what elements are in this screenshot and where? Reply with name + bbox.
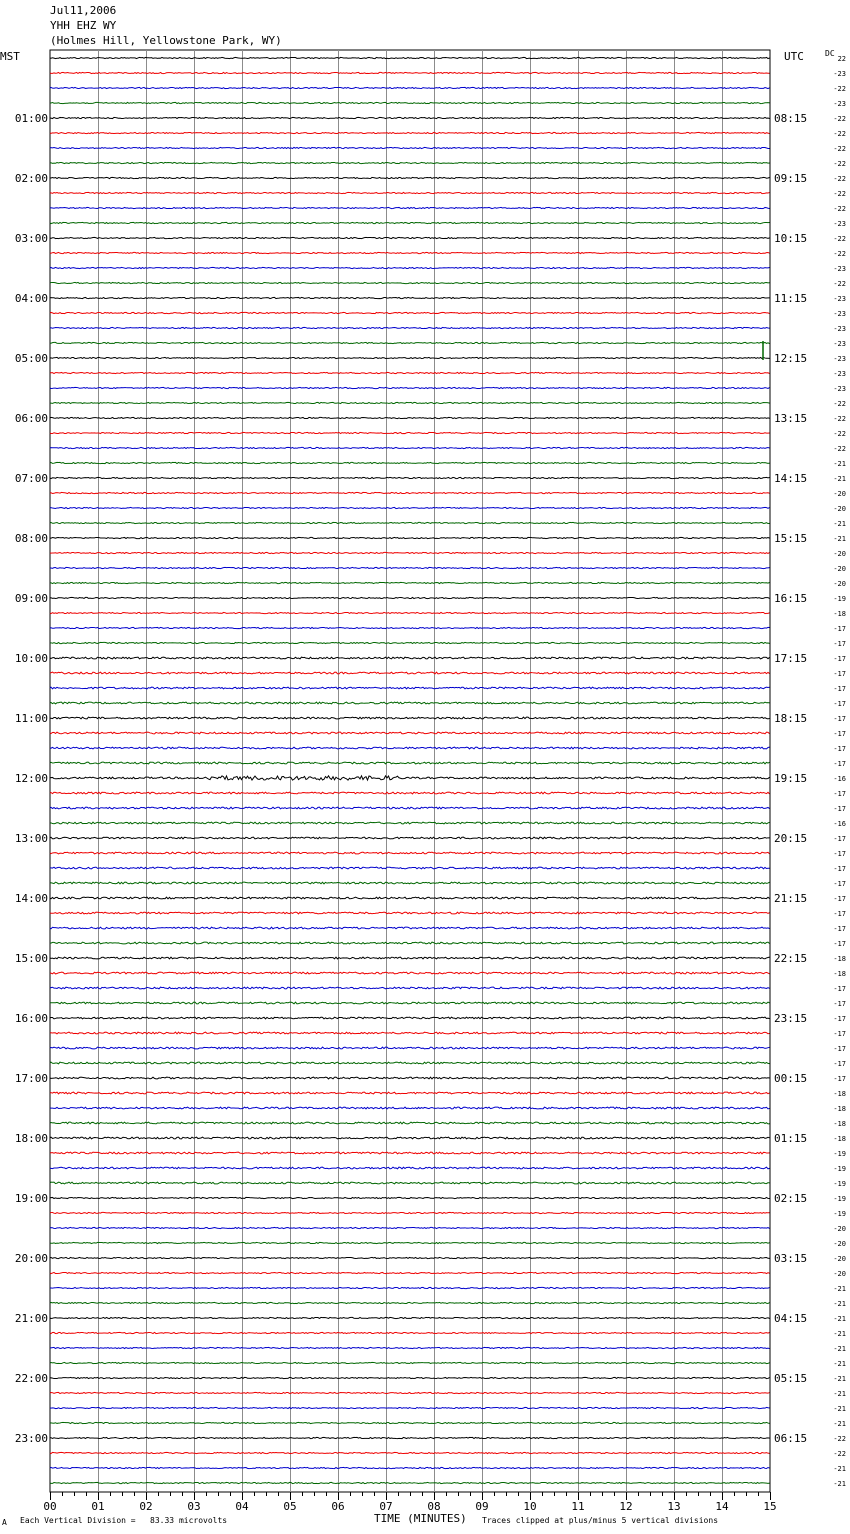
seismic-trace [50, 1422, 770, 1423]
x-tick-label: 00 [43, 1500, 57, 1513]
dc-offset-value: -23 [833, 265, 846, 273]
dc-offset-value: -21 [833, 1465, 846, 1473]
left-hour-label: 13:00 [14, 832, 48, 845]
right-hour-label: 10:15 [774, 232, 808, 245]
dc-offset-value: -17 [833, 1030, 846, 1038]
dc-offset-value: -17 [833, 670, 846, 678]
right-hour-label: 01:15 [774, 1132, 808, 1145]
left-hour-label: 11:00 [14, 712, 48, 725]
dc-label: DC [825, 49, 835, 58]
dc-offset-value: -19 [833, 1210, 846, 1218]
seismic-trace [50, 162, 770, 163]
dc-offset-value: -17 [833, 985, 846, 993]
seismic-trace [50, 1452, 770, 1453]
seismic-trace [50, 942, 770, 944]
dc-offset-value: -21 [833, 1390, 846, 1398]
x-tick-label: 01 [91, 1500, 105, 1513]
dc-offset-value: -20 [833, 1240, 846, 1248]
dc-offset-value: -23 [833, 310, 846, 318]
seismic-trace [50, 642, 770, 643]
dc-offset-value: -19 [833, 1150, 846, 1158]
left-hour-label: 15:00 [14, 952, 48, 965]
x-tick-label: 02 [139, 1500, 153, 1513]
seismic-trace [50, 207, 770, 208]
dc-offset-value: -21 [833, 1315, 846, 1323]
dc-offset-value: -23 [833, 220, 846, 228]
dc-offset-value: -22 [833, 445, 846, 453]
dc-offset-value: -21 [833, 1330, 846, 1338]
seismic-trace [50, 1482, 770, 1483]
seismic-trace [50, 192, 770, 193]
dc-offset-value: -20 [833, 505, 846, 513]
dc-offset-value: -17 [833, 880, 846, 888]
seismic-trace [50, 1122, 770, 1124]
left-hour-label: 06:00 [14, 412, 48, 425]
seismic-trace [50, 1062, 770, 1064]
seismic-trace [50, 462, 770, 463]
seismic-trace [50, 1332, 770, 1333]
seismic-trace [50, 776, 770, 780]
header-location: (Holmes Hill, Yellowstone Park, WY) [50, 34, 282, 47]
left-hour-label: 23:00 [14, 1432, 48, 1445]
dc-offset-value: -17 [833, 1000, 846, 1008]
x-tick-label: 04 [235, 1500, 249, 1513]
dc-offset-value: -22 [833, 115, 846, 123]
right-hour-label: 13:15 [774, 412, 808, 425]
seismic-trace [50, 117, 770, 118]
seismic-trace [50, 567, 770, 568]
dc-offset-value: -22 [833, 130, 846, 138]
right-hour-label: 00:15 [774, 1072, 808, 1085]
seismic-trace [50, 132, 770, 133]
left-hour-label: 21:00 [14, 1312, 48, 1325]
dc-offset-value: -23 [833, 340, 846, 348]
dc-offset-value: -17 [833, 760, 846, 768]
seismic-trace [50, 357, 770, 358]
dc-offset-value: -19 [833, 1180, 846, 1188]
dc-offset-value: -23 [833, 355, 846, 363]
seismic-trace [50, 1227, 770, 1228]
seismic-trace [50, 252, 770, 253]
seismic-trace [50, 507, 770, 508]
dc-offset-value: -18 [833, 1105, 846, 1113]
dc-offset-value: -22 [833, 415, 846, 423]
right-hour-label: 20:15 [774, 832, 808, 845]
seismic-trace [50, 792, 770, 794]
seismic-trace [50, 762, 770, 764]
x-tick-label: 09 [475, 1500, 489, 1513]
dc-offset-value: -17 [833, 790, 846, 798]
seismic-trace [50, 1107, 770, 1109]
right-hour-label: 09:15 [774, 172, 808, 185]
dc-offset-value: -17 [833, 865, 846, 873]
dc-offset-value: -22 [833, 160, 846, 168]
dc-offset-value: -20 [833, 565, 846, 573]
seismic-trace [50, 612, 770, 613]
right-hour-label: 18:15 [774, 712, 808, 725]
seismic-trace [50, 702, 770, 704]
dc-offset-value: -21 [833, 475, 846, 483]
dc-offset-value: -22 [833, 1450, 846, 1458]
seismic-trace [50, 597, 770, 598]
x-tick-label: 03 [187, 1500, 201, 1513]
dc-offset-value: -17 [833, 625, 846, 633]
dc-offset-value: -21 [833, 460, 846, 468]
seismic-trace [50, 882, 770, 884]
seismic-trace [50, 87, 770, 88]
right-hour-label: 11:15 [774, 292, 808, 305]
seismic-trace [50, 72, 770, 73]
dc-offset-value: -17 [833, 910, 846, 918]
dc-offset-value: -17 [833, 730, 846, 738]
right-hour-label: 03:15 [774, 1252, 808, 1265]
right-hour-label: 23:15 [774, 1012, 808, 1025]
left-hour-label: 09:00 [14, 592, 48, 605]
left-hour-label: 19:00 [14, 1192, 48, 1205]
left-timezone-label: MST [0, 50, 20, 63]
seismic-trace [50, 1467, 770, 1468]
right-hour-label: 05:15 [774, 1372, 808, 1385]
right-hour-label: 21:15 [774, 892, 808, 905]
seismic-trace [50, 1047, 770, 1049]
seismic-trace [50, 1212, 770, 1213]
dc-offset-value: -17 [833, 940, 846, 948]
seismic-trace [50, 177, 770, 178]
right-hour-label: 02:15 [774, 1192, 808, 1205]
dc-offset-value: -18 [833, 1090, 846, 1098]
dc-offset-value: -21 [833, 520, 846, 528]
seismic-trace [50, 1017, 770, 1019]
right-hour-label: 19:15 [774, 772, 808, 785]
seismic-trace [50, 1392, 770, 1393]
left-hour-label: 02:00 [14, 172, 48, 185]
left-hour-label: 10:00 [14, 652, 48, 665]
seismic-trace [50, 687, 770, 689]
seismic-trace [50, 1317, 770, 1318]
x-tick-label: 05 [283, 1500, 297, 1513]
seismic-trace [50, 987, 770, 989]
dc-offset-value: -17 [833, 850, 846, 858]
dc-offset-value: -23 [833, 295, 846, 303]
left-hour-label: 12:00 [14, 772, 48, 785]
seismic-trace [50, 387, 770, 388]
seismic-trace [50, 1242, 770, 1243]
dc-offset-value: -20 [833, 1270, 846, 1278]
dc-offset-value: -22 [833, 205, 846, 213]
footer-mark: A [2, 1518, 7, 1527]
seismic-trace [50, 912, 770, 914]
seismic-trace [50, 657, 770, 659]
seismic-trace [50, 837, 770, 839]
dc-offset-value: -22 [833, 190, 846, 198]
dc-offset-value: -21 [833, 1345, 846, 1353]
dc-offset-value: -17 [833, 925, 846, 933]
dc-offset-value: -23 [833, 100, 846, 108]
left-hour-label: 01:00 [14, 112, 48, 125]
dc-offset-value: -22 [833, 250, 846, 258]
x-tick-label: 08 [427, 1500, 441, 1513]
left-hour-label: 14:00 [14, 892, 48, 905]
clip-note: Traces clipped at plus/minus 5 vertical divisions [482, 1516, 719, 1525]
seismic-trace [50, 1092, 770, 1094]
seismic-trace [50, 297, 770, 298]
left-hour-label: 03:00 [14, 232, 48, 245]
dc-offset-value: -17 [833, 745, 846, 753]
left-hour-label: 22:00 [14, 1372, 48, 1385]
seismic-trace [50, 372, 770, 373]
dc-offset-value: -17 [833, 1075, 846, 1083]
x-tick-label: 13 [667, 1500, 681, 1513]
seismic-trace [50, 1182, 770, 1184]
left-hour-label: 17:00 [14, 1072, 48, 1085]
seismic-trace [50, 432, 770, 433]
seismic-trace [50, 1272, 770, 1273]
dc-offset-value: -16 [833, 820, 846, 828]
seismic-trace [50, 147, 770, 148]
left-hour-label: 05:00 [14, 352, 48, 365]
right-hour-label: 22:15 [774, 952, 808, 965]
seismic-trace [50, 1077, 770, 1079]
dc-offset-value: -22 [833, 1435, 846, 1443]
seismic-trace [50, 402, 770, 403]
left-hour-label: 20:00 [14, 1252, 48, 1265]
dc-offset-value: -18 [833, 1120, 846, 1128]
right-timezone-label: UTC [784, 50, 804, 63]
seismic-trace [50, 1137, 770, 1139]
right-hour-label: 04:15 [774, 1312, 808, 1325]
seismic-trace [50, 1287, 770, 1288]
plot-frame [50, 50, 770, 1492]
seismic-trace [50, 282, 770, 283]
seismic-trace [50, 1347, 770, 1348]
seismic-trace [50, 747, 770, 749]
dc-offset-value: -19 [833, 1165, 846, 1173]
seismic-trace [50, 1302, 770, 1303]
right-hour-label: 17:15 [774, 652, 808, 665]
dc-offset-value: -18 [833, 970, 846, 978]
dc-offset-value: -18 [833, 610, 846, 618]
seismic-trace [50, 537, 770, 538]
dc-offset-value: -21 [833, 1285, 846, 1293]
header-station: YHH EHZ WY [50, 19, 117, 32]
seismic-trace [50, 822, 770, 824]
seismic-trace [50, 222, 770, 223]
seismic-trace [50, 237, 770, 238]
dc-offset-value: -19 [833, 1195, 846, 1203]
dc-offset-value: -17 [833, 685, 846, 693]
dc-offset-value: -17 [833, 640, 846, 648]
dc-offset-value: -22 [833, 235, 846, 243]
dc-offset-value: -20 [833, 490, 846, 498]
seismic-trace [50, 552, 770, 553]
seismic-trace [50, 1002, 770, 1004]
seismic-trace [50, 417, 770, 418]
dc-offset-value: -23 [833, 70, 846, 78]
seismic-trace [50, 1152, 770, 1154]
dc-offset-value: -20 [833, 580, 846, 588]
x-axis-title: TIME (MINUTES) [374, 1512, 467, 1525]
seismic-trace [50, 102, 770, 103]
dc-offset-value: 22 [837, 55, 846, 63]
seismic-trace [50, 342, 770, 343]
right-hour-label: 08:15 [774, 112, 808, 125]
x-tick-label: 14 [715, 1500, 729, 1513]
x-tick-label: 07 [379, 1500, 393, 1513]
x-tick-label: 15 [763, 1500, 777, 1513]
seismic-trace [50, 1257, 770, 1258]
dc-offset-value: -23 [833, 370, 846, 378]
scale-note: Each Vertical Division = 83.33 microvolts [20, 1516, 228, 1525]
dc-offset-value: -23 [833, 325, 846, 333]
dc-offset-value: -22 [833, 145, 846, 153]
dc-offset-value: -19 [833, 595, 846, 603]
dc-offset-value: -22 [833, 175, 846, 183]
dc-offset-value: -22 [833, 280, 846, 288]
dc-offset-value: -22 [833, 430, 846, 438]
left-hour-label: 16:00 [14, 1012, 48, 1025]
dc-offset-value: -22 [833, 85, 846, 93]
seismic-trace [50, 312, 770, 313]
seismic-trace [50, 852, 770, 854]
x-tick-label: 10 [523, 1500, 537, 1513]
dc-offset-value: -21 [833, 1480, 846, 1488]
seismic-trace [50, 867, 770, 869]
dc-offset-value: -21 [833, 1300, 846, 1308]
header-date: Jul11,2006 [50, 4, 117, 17]
seismic-trace [50, 807, 770, 809]
dc-offset-value: -17 [833, 700, 846, 708]
dc-offset-value: -20 [833, 550, 846, 558]
seismic-trace [50, 1362, 770, 1363]
dc-offset-value: -18 [833, 955, 846, 963]
seismic-trace [50, 1437, 770, 1438]
dc-offset-value: -22 [833, 400, 846, 408]
seismic-trace [50, 477, 770, 478]
dc-offset-value: -21 [833, 535, 846, 543]
dc-offset-value: -21 [833, 1405, 846, 1413]
right-hour-label: 15:15 [774, 532, 808, 545]
seismic-trace [50, 732, 770, 734]
dc-offset-value: -17 [833, 715, 846, 723]
left-hour-label: 07:00 [14, 472, 48, 485]
dc-offset-value: -17 [833, 835, 846, 843]
seismic-trace [50, 927, 770, 929]
right-hour-label: 06:15 [774, 1432, 808, 1445]
dc-offset-value: -20 [833, 1255, 846, 1263]
dc-offset-value: -17 [833, 1060, 846, 1068]
dc-offset-value: -16 [833, 775, 846, 783]
left-hour-label: 08:00 [14, 532, 48, 545]
seismic-trace [50, 267, 770, 268]
seismic-trace [50, 1407, 770, 1408]
seismic-trace [50, 522, 770, 523]
x-tick-label: 06 [331, 1500, 345, 1513]
dc-offset-value: -18 [833, 1135, 846, 1143]
x-tick-label: 11 [571, 1500, 585, 1513]
dc-offset-value: -17 [833, 655, 846, 663]
seismic-trace [50, 972, 770, 974]
seismic-trace [50, 1032, 770, 1034]
seismic-trace [50, 1167, 770, 1169]
x-tick-label: 12 [619, 1500, 633, 1513]
seismic-trace [50, 897, 770, 899]
seismic-trace [50, 327, 770, 328]
seismic-trace [50, 672, 770, 674]
dc-offset-value: -17 [833, 1015, 846, 1023]
left-hour-label: 04:00 [14, 292, 48, 305]
seismic-trace [50, 957, 770, 959]
seismic-trace [50, 1377, 770, 1378]
dc-offset-value: -17 [833, 895, 846, 903]
dc-offset-value: -20 [833, 1225, 846, 1233]
dc-offset-value: -21 [833, 1375, 846, 1383]
seismic-trace [50, 57, 770, 58]
seismic-trace [50, 492, 770, 493]
right-hour-label: 16:15 [774, 592, 808, 605]
seismic-trace [50, 627, 770, 628]
right-hour-label: 12:15 [774, 352, 808, 365]
seismic-trace [50, 717, 770, 719]
dc-offset-value: -17 [833, 1045, 846, 1053]
dc-offset-value: -21 [833, 1360, 846, 1368]
seismic-trace [50, 582, 770, 583]
dc-offset-value: -23 [833, 385, 846, 393]
dc-offset-value: -21 [833, 1420, 846, 1428]
seismic-trace [50, 447, 770, 448]
right-hour-label: 14:15 [774, 472, 808, 485]
dc-offset-value: -17 [833, 805, 846, 813]
seismic-trace [50, 1197, 770, 1198]
left-hour-label: 18:00 [14, 1132, 48, 1145]
